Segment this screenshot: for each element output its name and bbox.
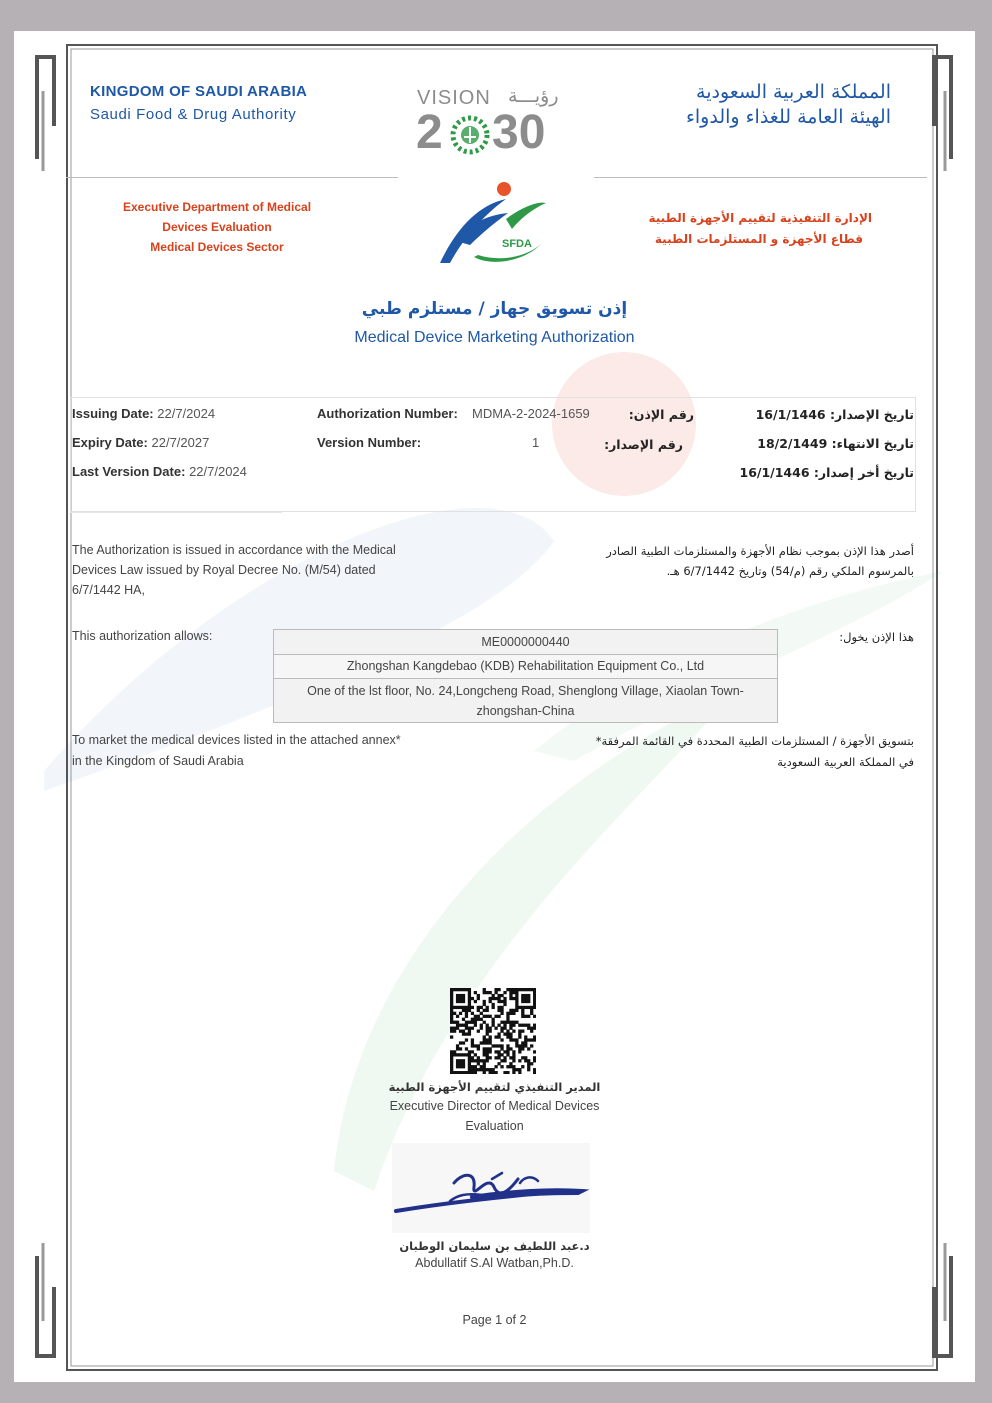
vision-2030-logo: VISION رؤيـــة 2 30 (416, 85, 559, 159)
version-number-label-ar: رقم الإصدار: (604, 437, 683, 452)
last-version-date: Last Version Date: 22/7/2024 (72, 464, 247, 479)
department-ar: الإدارة التنفيذية لتقييم الأجهزة الطبية قطاع الأجهزة و المستلزمات الطبية (648, 211, 872, 246)
certificate-page (14, 31, 975, 1382)
version-number-label: Version Number: (317, 435, 422, 450)
kingdom-title: KINGDOM OF SAUDI ARABIA (90, 83, 308, 100)
allows-en: This authorization allows: (72, 629, 213, 643)
issuing-date: Issuing Date: 22/7/2024 (72, 406, 216, 421)
director-name-ar: د.عبد اللطيف بن سليمان الوطبان (399, 1239, 590, 1253)
header-divider-left (66, 177, 398, 178)
expiry-date: Expiry Date: 22/7/2027 (72, 435, 210, 450)
page-number: Page 1 of 2 (462, 1313, 527, 1327)
last-date-ar: تاريخ أخر إصدار: 16/1/1446 (739, 465, 914, 480)
director-title-en-1: Executive Director of Medical Devices (389, 1099, 600, 1113)
version-number: 1 (532, 435, 540, 450)
sfda-name: Saudi Food & Drug Authority (90, 106, 297, 123)
market-en: To market the medical devices listed in the attached annex* in the Kingdom of Saudi Arabia (72, 733, 401, 768)
director-name-en: Abdullatif S.Al Watban,Ph.D. (415, 1256, 574, 1270)
sfda-name-ar: الهيئة العامة للغذاء والدواء (685, 106, 891, 128)
issue-date-ar: تاريخ الإصدار: 16/1/1446 (755, 407, 914, 422)
law-ar: أصدر هذا الإذن بموجب نظام الأجهزة والمستلزمات الطبية الصادر بالمرسوم الملكي رقم (م/54) وتاريخ 6/7/1442 هـ. (606, 544, 914, 578)
title-ar: إذن تسويق جهاز / مستلزم طبي (361, 299, 628, 319)
department-en: Executive Department of Medical Devices Evaluation Medical Devices Sector (122, 200, 312, 254)
vision-emblem-icon (450, 115, 490, 155)
law-en: The Authorization is issued in accordance with the Medical Devices Law issued by Royal Decree No. (M/54) dated 6/7/1442 HA, (72, 543, 396, 597)
authorization-number: MDMA-2-2024-1659 (472, 406, 590, 421)
company-name: Zhongshan Kangdebao (KDB) Rehabilitation Equipment Co., Ltd (274, 655, 777, 679)
signature-image (392, 1143, 590, 1233)
market-ar: بتسويق الأجهزة / المستلزمات الطبية المحددة في القائمة المرفقة* في المملكة العربية السعودية (595, 734, 914, 769)
authorization-number-label: Authorization Number: (317, 406, 458, 421)
sfda-logo (434, 179, 549, 269)
authorization-number-label-ar: رقم الإذن: (628, 407, 694, 422)
svg-text:SFDA: SFDA (502, 238, 532, 250)
director-title-ar: المدير التنفيذي لتقييم الأجهزة الطبية (388, 1080, 601, 1094)
expiry-date-ar: تاريخ الانتهاء: 18/2/1449 (757, 436, 914, 451)
kingdom-title-ar: المملكة العربية السعودية (696, 81, 891, 103)
manufacturer-code: ME0000000440 (274, 630, 777, 655)
qr-code[interactable] (450, 988, 536, 1074)
company-address: One of the lst floor, No. 24,Longcheng Road, Shenglong Village, Xiaolan Town- zhongshan-China (307, 684, 744, 718)
header-divider-right (594, 177, 927, 178)
allows-ar: هذا الإذن يخول: (839, 630, 914, 644)
title-en: Medical Device Marketing Authorization (354, 329, 635, 346)
director-title-en-2: Evaluation (465, 1119, 524, 1133)
company-table (273, 629, 778, 723)
